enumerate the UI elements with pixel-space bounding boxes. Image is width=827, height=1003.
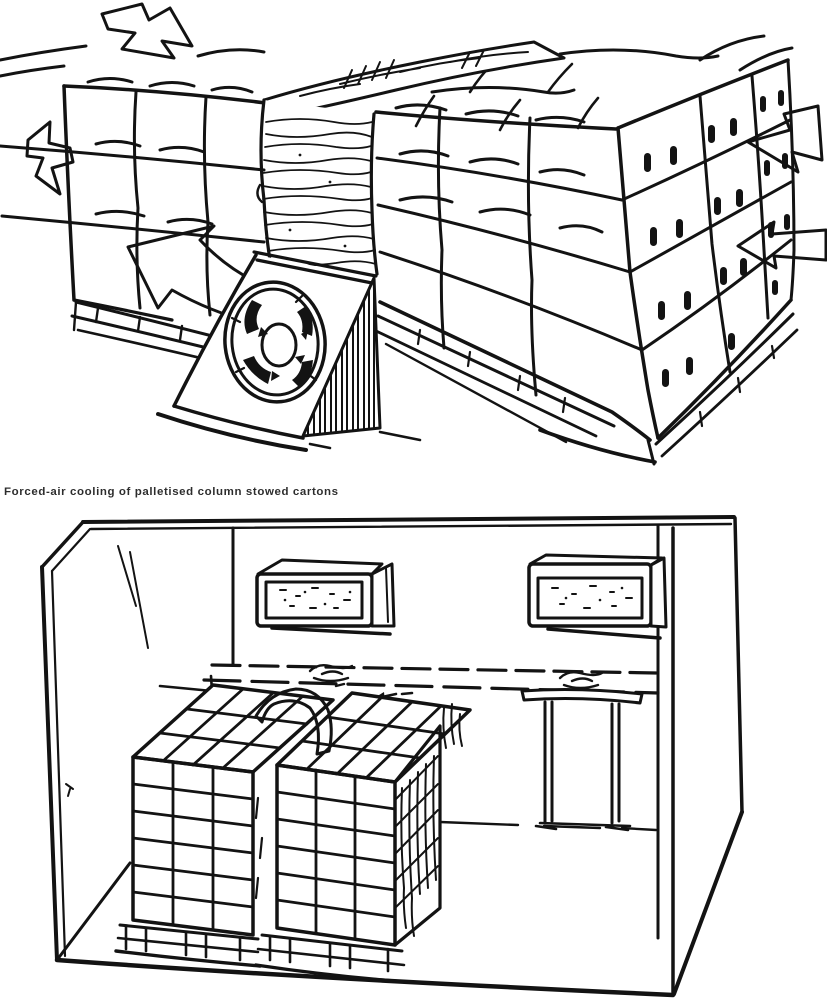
- right-wall-outer-edge: [735, 518, 742, 812]
- pallet-stack-right: [277, 693, 470, 945]
- cool-room-drawing: [0, 508, 827, 1003]
- equipment-stand: [522, 690, 642, 830]
- ceiling-edge: [83, 517, 734, 522]
- strap-line: [134, 92, 140, 308]
- figure-cool-room: [0, 508, 827, 1003]
- strap-line: [438, 108, 444, 348]
- fan-hub: [262, 324, 296, 366]
- forced-air-cooling-drawing: [0, 0, 827, 470]
- fan-unit: [158, 252, 420, 450]
- carton-block-left: [0, 86, 264, 320]
- figure-caption: Forced-air cooling of palletised column stowed cartons: [4, 486, 339, 498]
- figure-forced-air-cooling: [0, 0, 827, 475]
- carton-end-face-vents: [618, 60, 794, 438]
- carton-block-right: [377, 108, 650, 440]
- strap-line: [204, 97, 210, 315]
- vent-holes: [644, 90, 790, 387]
- wall-crease-marks: [118, 546, 148, 648]
- evaporator-unit-left: [257, 560, 394, 634]
- wall-tick-mark: [66, 784, 73, 796]
- airflow-in-arrow-top: [102, 4, 192, 58]
- floor-corner-line: [57, 863, 130, 960]
- airflow-in-arrow-right-lower: [738, 222, 826, 268]
- strap-line: [528, 118, 536, 395]
- evaporator-unit-right: [529, 555, 666, 638]
